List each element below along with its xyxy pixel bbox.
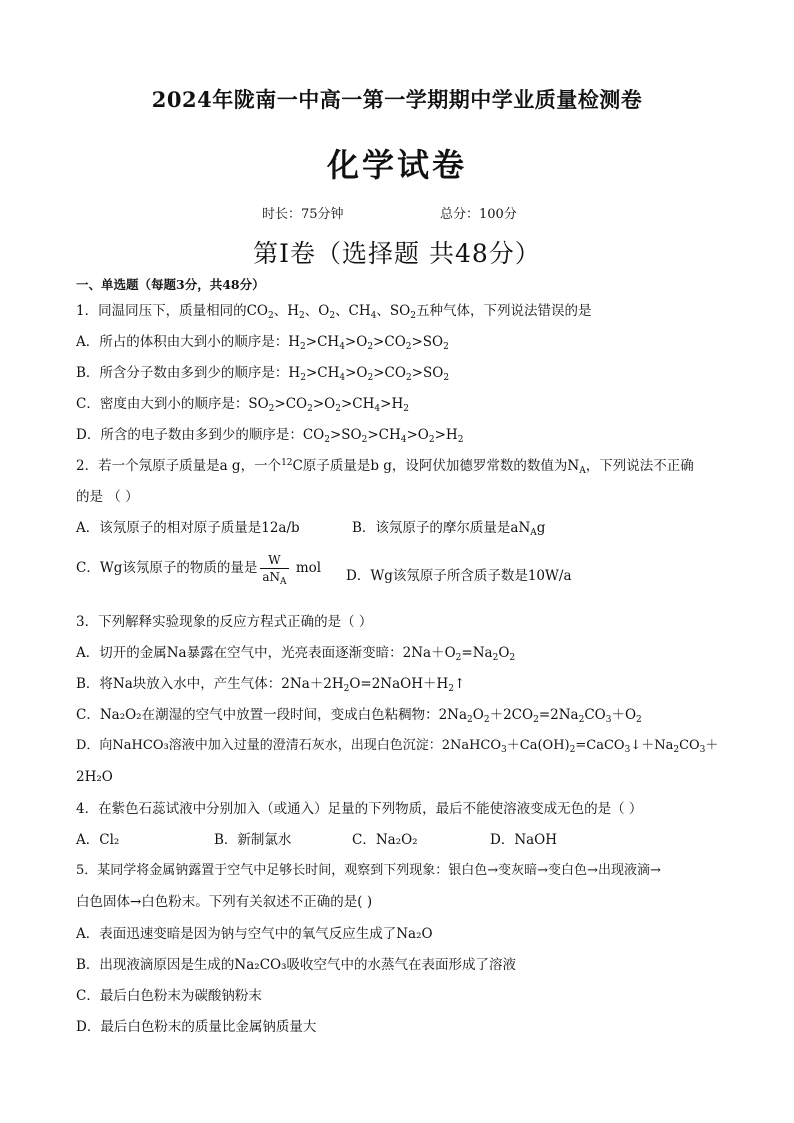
question-1-option-a: A．所占的体积由大到小的顺序是：$H_2>CH_4>O_2>CO_2>SO_2$	[76, 334, 449, 352]
question-2-option-a: A．该氖原子的相对原子质量是12a/b	[76, 520, 300, 536]
question-4-option-a: A．Cl₂	[76, 832, 120, 848]
fraction: $\frac{W}{aN_A}$	[262, 553, 287, 587]
question-5-option-a: A．表面迅速变暗是因为钠与空气中的氧气反应生成了Na₂O	[76, 926, 433, 942]
question-2-option-c: C．Wg该氖原子的物质的量是 $\frac{W}{aN_A}$ mol	[76, 553, 322, 587]
question-3-option-d: D．向NaHCO₃溶液中加入过量的澄清石灰水，出现白色沉淀：$2NaHCO_3+Ca(OH)_2=CaCO_3↓+Na_2CO_3+$	[76, 738, 719, 755]
question-5-option-c: C．最后白色粉末为碳酸钠粉末	[76, 988, 262, 1004]
question-3-option-b: B．将Na块放入水中，产生气体：$2Na+2H_2O=2NaOH+H_2↑$	[76, 676, 466, 694]
question-4-option-d: D．NaOH	[490, 832, 558, 848]
question-5-option-b: B．出现液滴原因是生成的Na₂CO₃吸收空气中的水蒸气在表面形成了溶液	[76, 957, 517, 973]
question-4-stem: 4．在紫色石蕊试液中分别加入（或通入）足量的下列物质，最后不能使溶液变成无色的是（ ）	[76, 801, 643, 817]
part-heading: 一、单选题（每题3分，共48分）	[76, 277, 265, 292]
question-4-option-b: B．新制氯水	[214, 832, 292, 848]
question-3-stem: 3．下列解释实验现象的反应方程式正确的是（ ）	[76, 614, 373, 630]
question-3-option-c: C．Na₂O₂在潮湿的空气中放置一段时间，变成白色粘稠物：$2Na_2O_2+2CO_2=2Na_2CO_3+O_2$	[76, 707, 642, 725]
question-1-option-c: C．密度由大到小的顺序是：$SO_2>CO_2>O_2>CH_4>H_2$	[76, 396, 409, 414]
exam-duration: 时长：75分钟	[262, 207, 344, 222]
question-2-option-d: D．Wg该氖原子所含质子数是10W/a	[346, 568, 572, 584]
question-3-option-d-line2: 2H₂O	[76, 769, 113, 785]
subject-title: 化学试卷	[326, 146, 467, 184]
question-5-stem: 5．某同学将金属钠露置于空气中足够长时间，观察到下列现象：银白色→变灰暗→变白色→出现液滴→	[76, 863, 661, 878]
question-1-stem: 1．同温同压下，质量相同的$CO_2$、$H_2$、$O_2$、$CH_4$、$SO_2$五种气体，下列说法错误的是	[76, 303, 592, 321]
question-3-option-a: A．切开的金属Na暴露在空气中，光亮表面逐渐变暗：$2Na+O_2=Na_2O_2$	[76, 645, 516, 663]
question-2-stem-line2: 的是 （ ）	[76, 489, 139, 505]
question-5-stem-line2: 白色固体→白色粉末。下列有关叙述不正确的是( )	[76, 894, 373, 910]
exam-title: 2024年陇南一中高一第一学期期中学业质量检测卷	[151, 87, 643, 112]
question-1-option-d: D．所含的电子数由多到少的顺序是：$CO_2>SO_2>CH_4>O_2>H_2$	[76, 427, 464, 445]
section-title: 第Ⅰ卷（选择题 共48分）	[253, 239, 541, 268]
question-2-option-b: B．该氖原子的摩尔质量是$aN_Ag$	[352, 520, 546, 538]
exam-total-score: 总分：100分	[440, 207, 517, 222]
question-2-stem: 2．若一个氖原子质量是a g，一个$^{12}$C原子质量是b g，设阿伏加德罗常数的数值为$N_A$，下列说法不正确	[76, 458, 694, 476]
question-5-option-d: D．最后白色粉末的质量比金属钠质量大	[76, 1019, 317, 1035]
question-4-option-c: C．Na₂O₂	[352, 832, 418, 848]
question-1-option-b: B．所含分子数由多到少的顺序是：$H_2>CH_4>O_2>CO_2>SO_2$	[76, 365, 450, 383]
